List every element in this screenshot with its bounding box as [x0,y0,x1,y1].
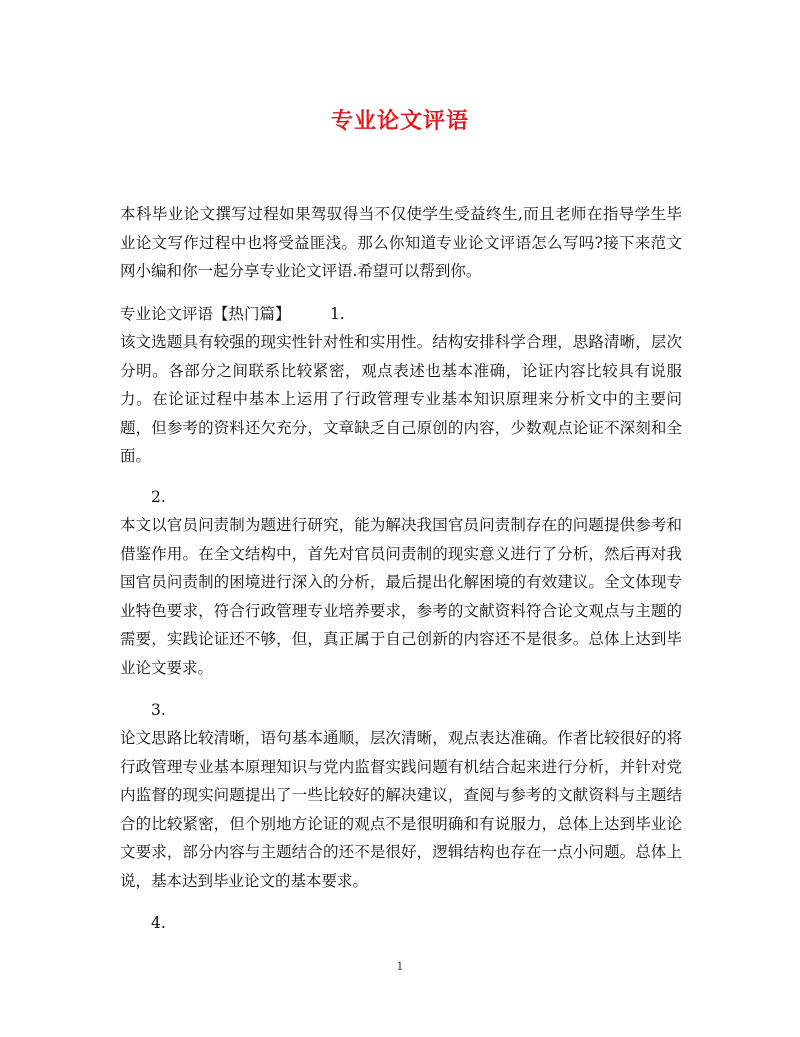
page-number: 1 [396,960,404,973]
item-number-3: 3. [151,701,166,719]
section-heading-line [120,300,345,329]
section-heading: 专业论文评语【热门篇】 [120,305,291,323]
item-number-2: 2. [151,488,166,506]
intro-paragraph: 本科毕业论文撰写过程如果驾驭得当不仅使学生受益终生,而且老师在指导学生毕业论文写作过程中也将受益匪浅。那么你知道专业论文评语怎么写吗?接下来范文网小编和你一起分享专业论文评语.希望可以帮到你。 [120,205,682,280]
item-number-4: 4. [151,914,166,932]
review-paragraph-1: 该文选题具有较强的现实性针对性和实用性。结构安排科学合理，思路清晰，层次分明。各部分之间联系比较紧密，观点表述也基本准确，论证内容比较具有说服力。在论证过程中基本上运用了行政管理专业基本知识原理来分析文中的主要问题，但参考的资料还欠充分，文章缺乏自己原创的内容，少数观点论证不深刻和全面。 [120,333,682,465]
item-number-1: 1. [329,305,345,323]
document-title: 专业论文评语 [330,108,469,134]
review-paragraph-3: 论文思路比较清晰，语句基本通顺，层次清晰，观点表达准确。作者比较很好的将行政管理专业基本原理知识与党内监督实践问题有机结合起来进行分析，并针对党内监督的现实问题提出了一些比较好的解决建议，查阅与参考的文献资料与主题结合的比较紧密，但个别地方论证的观点不是很明确和有说服力，总体上达到毕业论文要求，部分内容与主题结合的还不是很好，逻辑结构也存在一点小问题。总体上说，基本达到毕业论文的基本要求。 [120,729,682,890]
review-paragraph-2: 本文以官员问责制为题进行研究，能为解决我国官员问责制存在的问题提供参考和借鉴作用。在全文结构中，首先对官员问责制的现实意义进行了分析，然后再对我国官员问责制的困境进行深入的分析，最后提出化解困境的有效建议。全文体现专业特色要求，符合行政管理专业培养要求，参考的文献资料符合论文观点与主题的需要，实践论证还不够，但，真正属于自己创新的内容还不是很多。总体上达到毕业论文要求。 [120,516,682,677]
